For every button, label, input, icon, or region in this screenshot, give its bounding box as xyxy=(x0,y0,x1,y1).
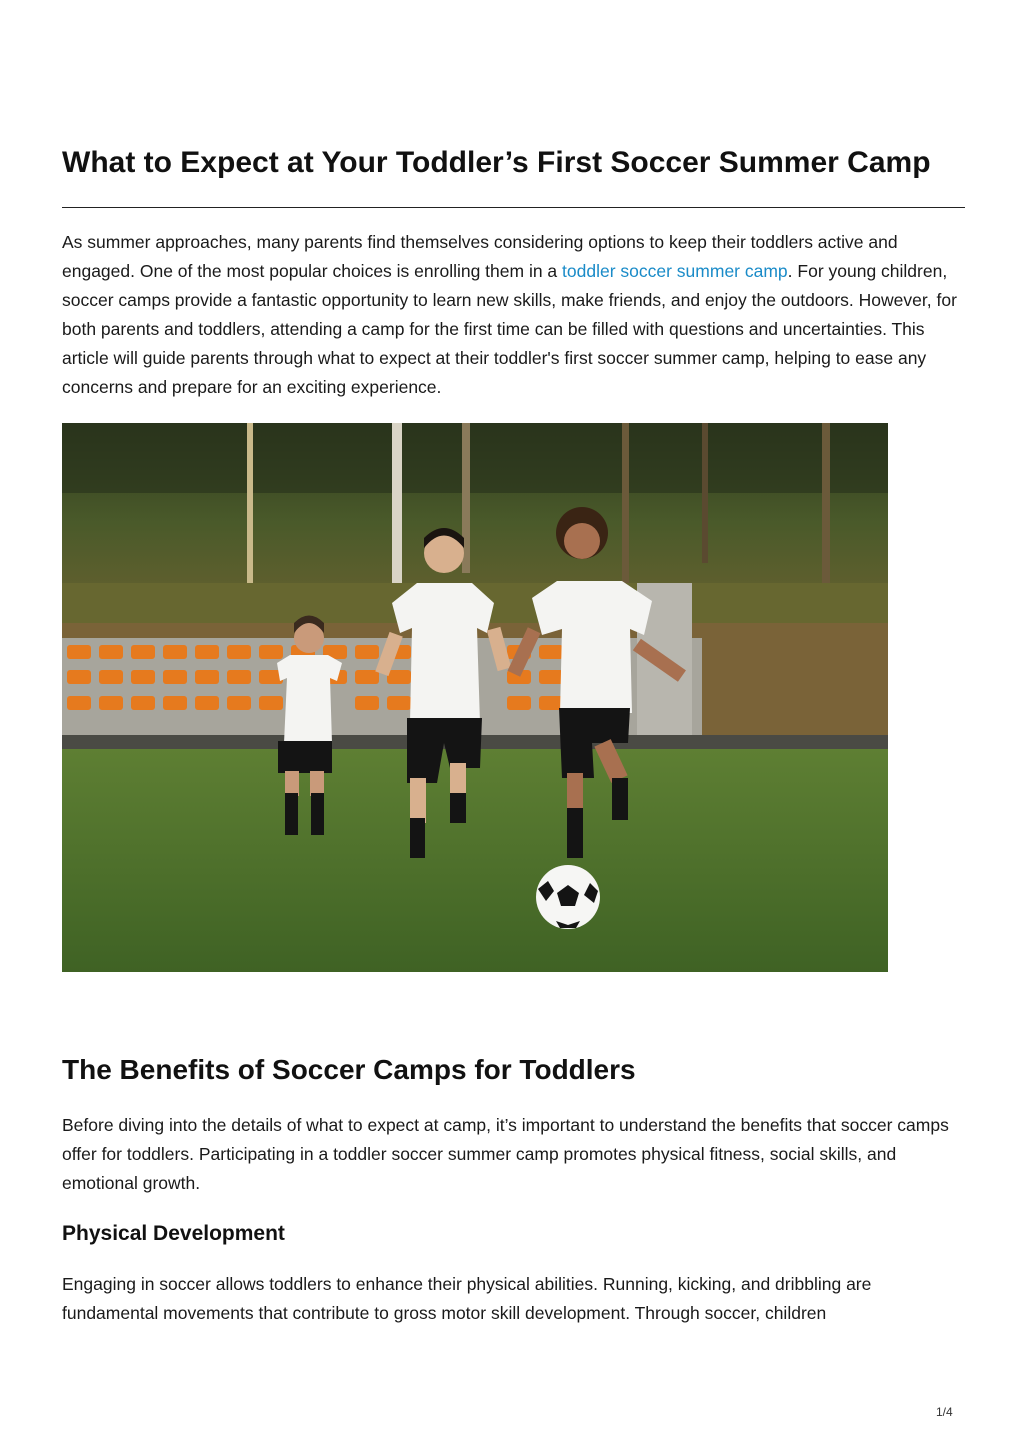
physical-development-paragraph: Engaging in soccer allows toddlers to enhance their physical abilities. Running, kicking, and dribbling are fundamental movements that contribute to gross motor skill development. Through soccer, children xyxy=(62,1274,872,1323)
intro-text-after-link: . For young children, soccer camps provide a fantastic opportunity to learn new skills, make friends, and enjoy the outdoors. However, for both parents and toddlers, attending a camp for the first time can be filled with questions and uncertainties. This article will guide parents through what to expect at their toddler's first soccer summer camp, helping to ease any concerns and prepare for an exciting experience. xyxy=(62,261,957,397)
section-heading-benefits: The Benefits of Soccer Camps for Toddlers xyxy=(62,1054,636,1085)
page-title: What to Expect at Your Toddler’s First Soccer Summer Camp xyxy=(62,146,931,179)
article-photo xyxy=(62,423,888,972)
toddler-soccer-summer-camp-link[interactable]: toddler soccer summer camp xyxy=(562,261,788,281)
subsection-heading-physical-development: Physical Development xyxy=(62,1222,285,1245)
title-divider xyxy=(62,207,965,208)
benefits-paragraph: Before diving into the details of what to expect at camp, it’s important to understand the benefits that soccer camps offer for toddlers. Participating in a toddler soccer summer camp promotes physical fitness, social skills, and emotional growth. xyxy=(62,1115,949,1193)
page-number: 1/4 xyxy=(936,1405,953,1419)
intro-text-before-link: As summer approaches, many parents find themselves considering options to keep their toddlers active and engaged. One of the most popular choices is enrolling them in a xyxy=(62,232,898,281)
intro-paragraph xyxy=(62,228,967,402)
